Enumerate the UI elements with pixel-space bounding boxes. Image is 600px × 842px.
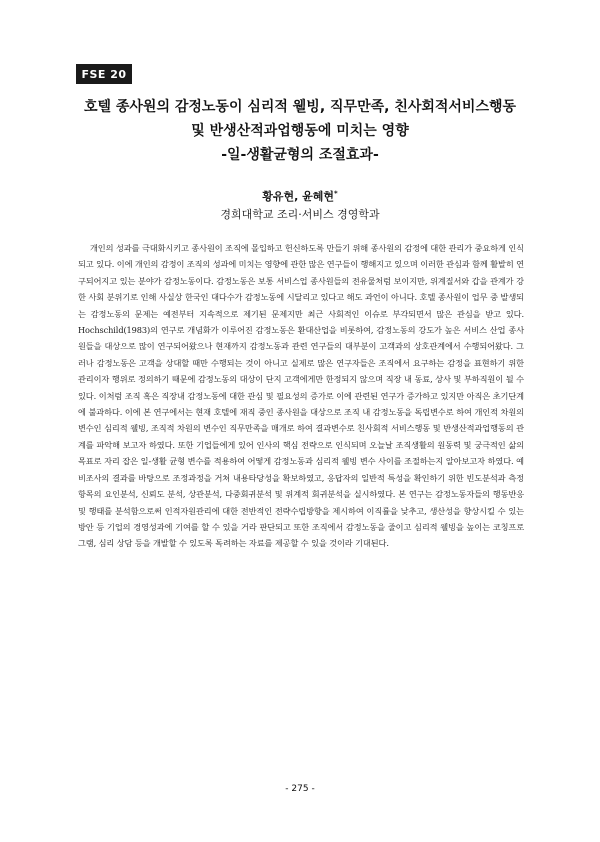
title-line-3: -일-생활균형의 조절효과- <box>221 147 379 163</box>
abstract-text: 개인의 성과를 극대화시키고 종사원이 조직에 몰입하고 헌신하도록 만들기 위해 종사원의 감정에 대한 관리가 중요하게 인식되고 있다. 이에 개인의 감정이 조직의 성과에 미치는 영향에 관한 많은 연구들이 행해지고 있으며 이러한 관심과 함께 활발히 연구되어지고 있는 분야가 감정노동이다. 감정노동은 보통 서비스업 종사원들의 전유물처럼 보이지만, 위계질서와 갑을 관계가 강한 사회 분위기로 인해 사실상 한국인 대다수가 감정노동에 시달리고 있다고 해도 과언이 아니다. 호텔 종사원이 업무 중 발생되는 감정노동의 문제는 예전부터 지속적으로 제기된 문제지만 최근 사회적인 이슈로 부각되면서 많은 관심을 받고 있다. Hochschild(1983)의 연구로 개념화가 이루어진 감정노동은 환대산업을 비롯하여, 감정노동의 강도가 높은 서비스 산업 종사원들을 대상으로 많이 연구되어왔으나 현재까지 감정노동과 관련 연구들의 대부분이 고객과의 상호관계에서 수행되어왔다. 그러나 감정노동은 고객을 상대할 때만 수행되는 것이 아니고 실제로 많은 연구자들은 조직에서 요구하는 감정을 표현하기 위한 관리이자 행위로 정의하기 때문에 감정노동의 대상이 단지 고객에게만 한정되지 않으며 직장 내 동료, 상사 및 부하직원이 될 수 있다. 이처럼 조직 혹은 직장내 감정노동에 대한 관심 및 필요성의 증가로 이에 관련된 연구가 증가하고 있지만 아직은 초기단계에 불과하다. 이에 본 연구에서는 현재 호텔에 재직 중인 종사원을 대상으로 조직 내 감정노동을 독립변수로 하여 개인적 차원의 변수인 심리적 웰빙, 조직적 차원의 변수인 직무만족을 매개로 하여 결과변수로 친사회적 서비스행동 및 반생산적과업행동의 관계를 파악해 보고자 하였다. 또한 기업들에게 있어 인사의 핵심 전략으로 인식되며 오늘날 조직생활의 원동력 및 궁극적인 삶의 목표로 자리 잡은 일-생활 균형 변수를 적용하여 어떻게 감정노동과 심리적 웰빙 변수 사이를 조절하는지 알아보고자 하였다. 예비조사의 결과를 바탕으로 조정과정을 거쳐 내용타당성을 확보하였고, 응답자의 일반적 특성을 확인하기 위한 빈도분석과 측정항목의 요인분석, 신뢰도 분석, 상관분석, 다중회귀분석 및 위계적 회귀분석을 실시하였다. 본 연구는 감정노동자들의 행동반응 및 행태를 분석함으로써 인적자원관리에 대한 전반적인 전략수립방향을 제시하여 이직률을 낮추고, 생산성을 향상시킬 수 있는 방안 등 기업의 경영성과에 기여를 할 수 있을 거라 판단되고 또한 조직에서 감정노동을 줄이고 심리적 웰빙을 높이는 코칭프로그램, 심리 상담 등을 개발할 수 있도록 독려하는 자료를 제공할 수 있을 것이라 기대된다. <box>78 243 524 549</box>
paper-title <box>40 95 560 167</box>
affiliation: 경희대학교 조리·서비스 경영학과 <box>220 208 380 221</box>
author-names: 황유현, 윤혜현 <box>262 190 335 203</box>
corresponding-author-marker: * <box>334 189 338 198</box>
section-badge: FSE 20 <box>76 64 132 84</box>
authors <box>40 188 560 204</box>
title-line-2: 및 반생산적과업행동에 미치는 영향 <box>191 123 409 139</box>
page-number: - 275 - <box>285 784 315 794</box>
title-line-1: 호텔 종사원의 감정노동이 심리적 웰빙, 직무만족, 친사회적서비스행동 <box>83 99 517 115</box>
